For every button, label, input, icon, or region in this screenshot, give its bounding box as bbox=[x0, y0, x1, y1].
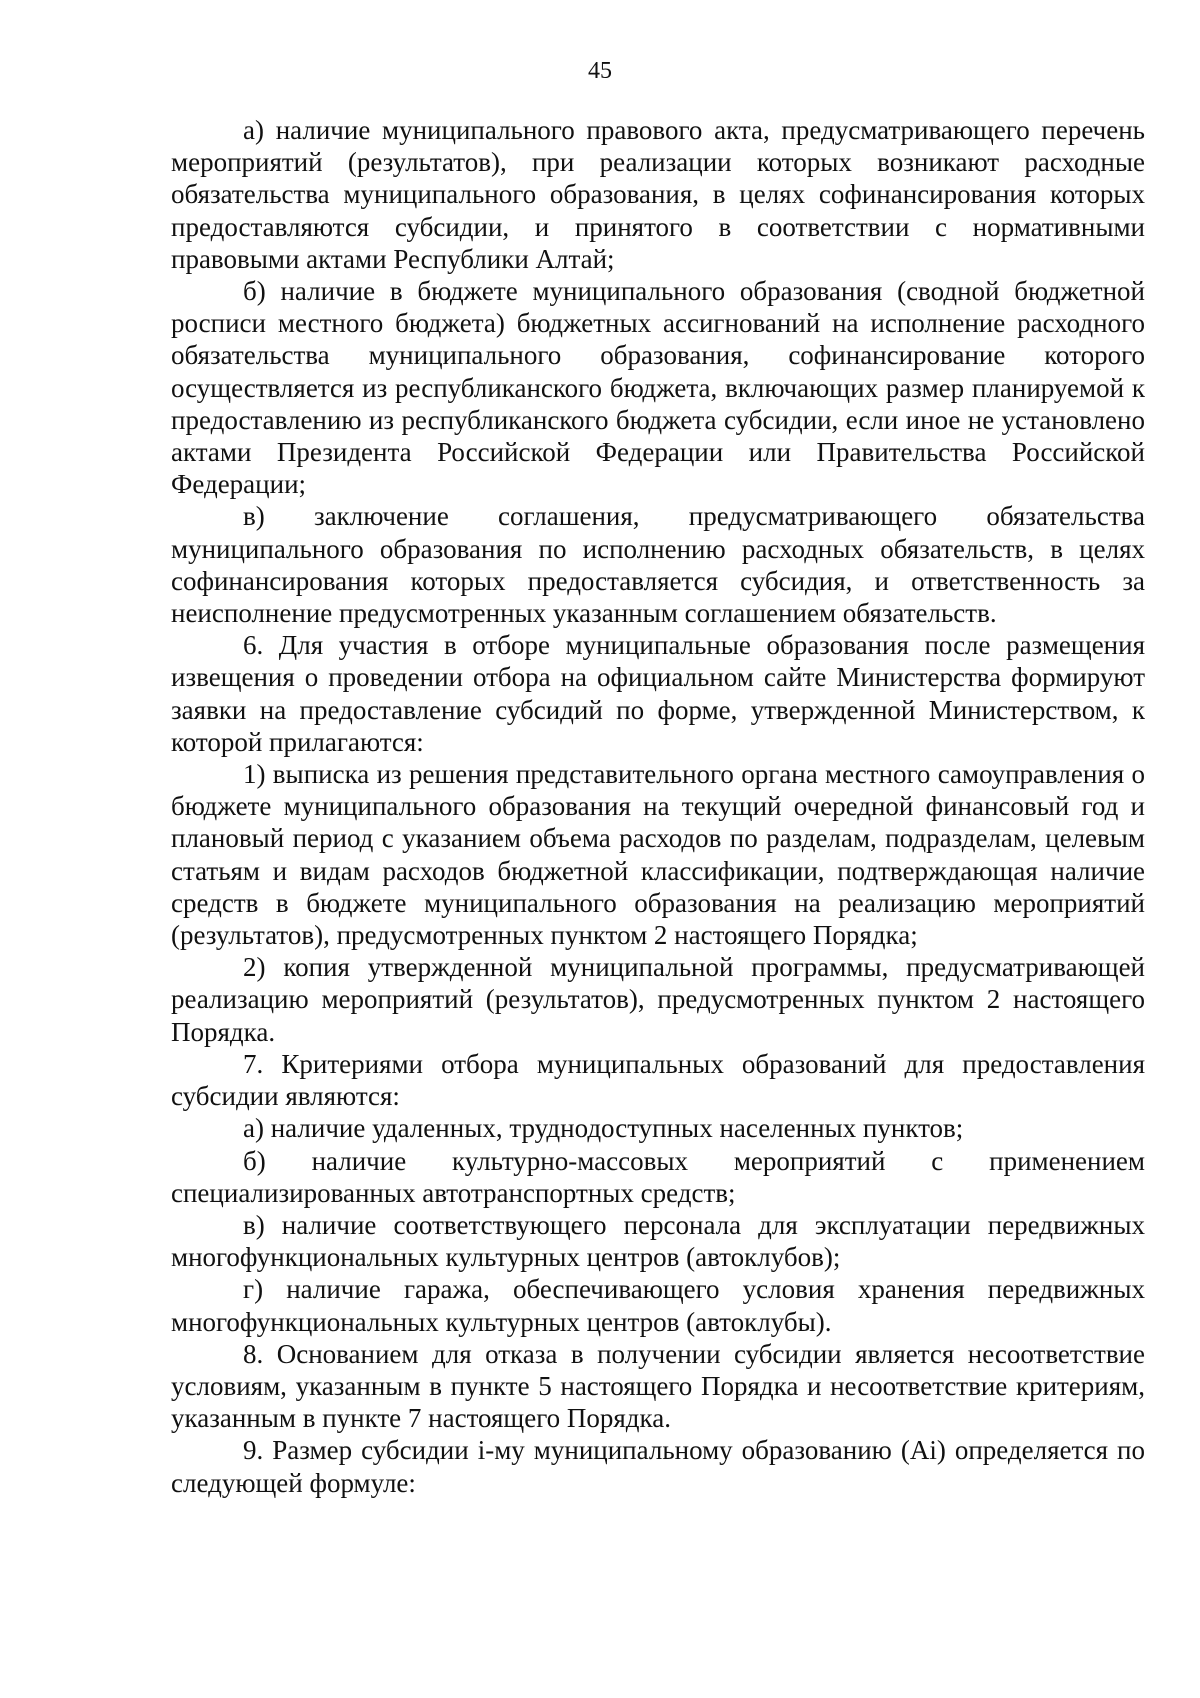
paragraph-criterion-v: в) наличие соответствующего персонала для эксплуатации передвижных многофункциональных культурных центров (автоклубов); bbox=[171, 1209, 1145, 1273]
paragraph-item-2: 2) копия утвержденной муниципальной программы, предусматривающей реализацию мероприятий (результатов), предусмотренных пунктом 2 настоящего Порядка. bbox=[171, 952, 1145, 1047]
paragraph-item-1: 1) выписка из решения представительного органа местного самоуправления о бюджете муниципального образования на текущий очередной финансовый год и плановый период с указанием объема расходов по разделам, подразделам, целевым статьям и видам расходов бюджетной классификации, подтверждающая наличие средств в бюджете муниципального образования на реализацию мероприятий (результатов), предусмотренных пунктом 2 настоящего Порядка; bbox=[171, 759, 1145, 951]
paragraph-item-v: в) заключение соглашения, предусматривающего обязательства муниципального образования по исполнению расходных обязательств, в целях софинансирования которых предоставляется субсидия, и ответственность за неисполнение предусмотренных указанным соглашением обязательств. bbox=[171, 501, 1145, 629]
paragraph-item-b: б) наличие в бюджете муниципального образования (сводной бюджетной росписи местного бюджета) бюджетных ассигнований на исполнение расходного обязательства муниципального образования, софинансирование которого осуществляется из республиканского бюджета, включающих размер планируемой к предоставлению из республиканского бюджета субсидии, если иное не установлено актами Президента Российской Федерации или Правительства Российской Федерации; bbox=[171, 276, 1145, 500]
paragraph-section-6: 6. Для участия в отборе муниципальные образования после размещения извещения о проведении отбора на официальном сайте Министерства формируют заявки на предоставление субсидий по форме, утвержденной Министерством, к которой прилагаются: bbox=[171, 630, 1145, 757]
paragraph-criterion-g: г) наличие гаража, обеспечивающего условия хранения передвижных многофункциональных культурных центров (автоклубы). bbox=[171, 1274, 1145, 1337]
paragraph-item-a: а) наличие муниципального правового акта, предусматривающего перечень мероприятий (результатов), при реализации которых возникают расходные обязательства муниципального образования, в целях софинансирования которых предоставляются субсидии, и принятого в соответствии с нормативными правовыми актами Республики Алтай; bbox=[171, 115, 1145, 274]
paragraph-criterion-b: б) наличие культурно-массовых мероприятий с применением специализированных автотранспортных средств; bbox=[171, 1145, 1145, 1208]
page-number: 45 bbox=[588, 58, 612, 84]
paragraph-section-8: 8. Основанием для отказа в получении субсидии является несоответствие условиям, указанным в пункте 5 настоящего Порядка и несоответствие критериям, указанным в пункте 7 настоящего Порядка. bbox=[171, 1338, 1145, 1434]
paragraph-section-9: 9. Размер субсидии i-му муниципальному образованию (Ai) определяется по следующей формуле: bbox=[171, 1435, 1145, 1498]
paragraph-criterion-a: а) наличие удаленных, труднодоступных населенных пунктов; bbox=[243, 1113, 964, 1144]
paragraph-section-7: 7. Критериями отбора муниципальных образований для предоставления субсидии являются: bbox=[171, 1048, 1145, 1112]
document-body bbox=[171, 114, 1145, 1499]
